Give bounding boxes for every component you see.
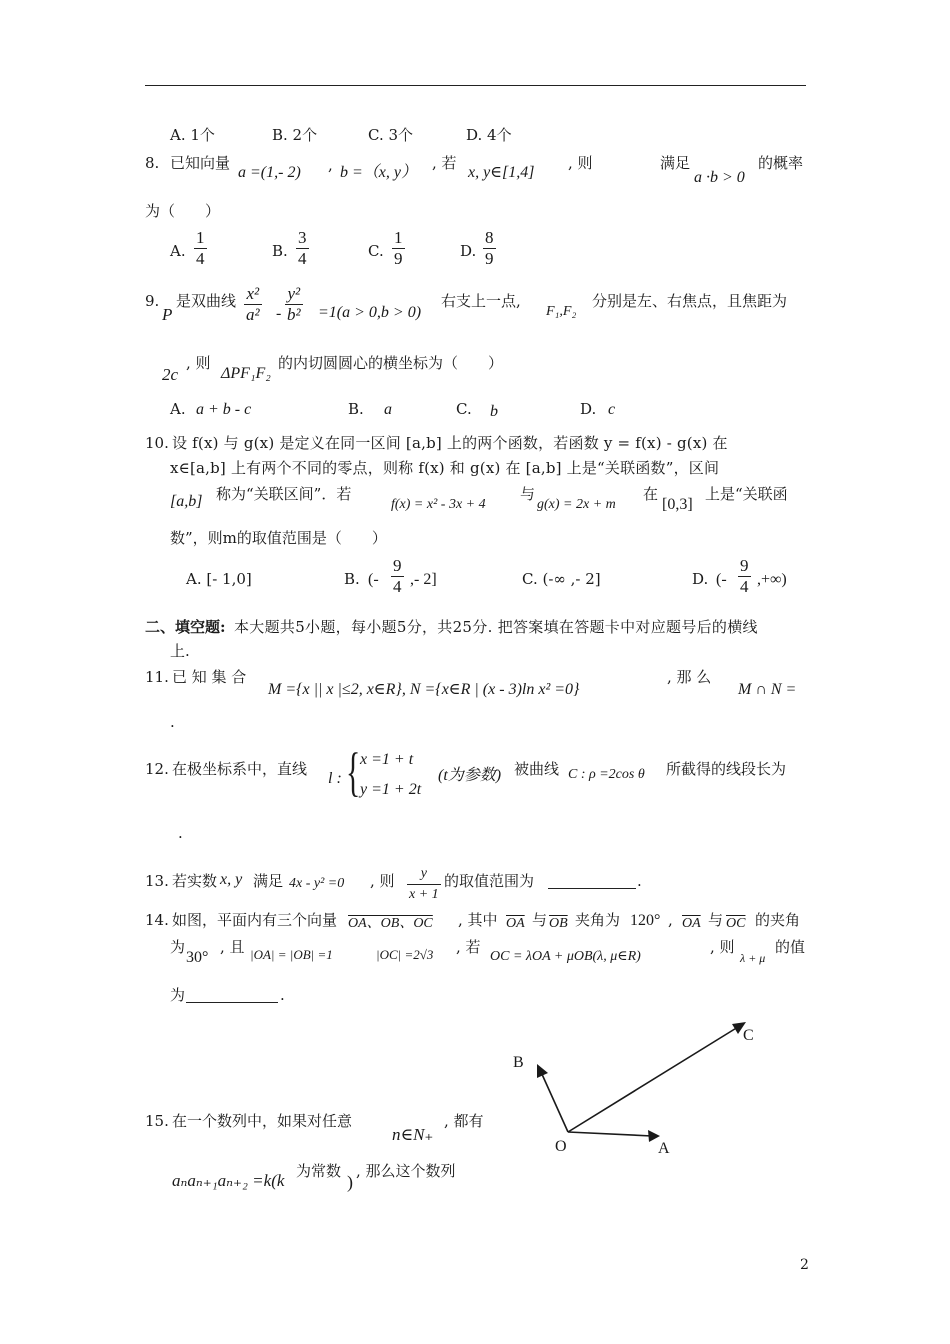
q10-option-b-post: ,- 2]: [410, 571, 437, 588]
q13-vars: x, y: [220, 871, 243, 888]
q8-number: 8.: [145, 154, 160, 172]
q14-sum: λ + μ: [740, 951, 766, 965]
q15-product: aₙaₙ₊₁aₙ₊₂ =k(k: [172, 1171, 285, 1190]
q11-dot: .: [170, 713, 175, 731]
q14-combination: OC = λOA + μOB(λ, μ∈R): [490, 949, 641, 964]
q9-option-d-label: D.: [580, 400, 597, 418]
q14-text-3: 夹角为: [575, 911, 621, 929]
q8-option-b-label: B.: [272, 242, 288, 260]
q13-fraction: $\frac{y}{x + 1}$: [407, 864, 441, 905]
q10-option-b-pre: (-: [368, 571, 379, 588]
q8-option-b-fraction: $\frac{3}{4}$: [298, 228, 307, 268]
q9-text-4: , 则: [186, 354, 211, 372]
q9-y-fraction: $\frac{\text{y²}}{\text{b²}}$: [287, 284, 301, 324]
vector-oc-line: [568, 1027, 738, 1132]
q9-minus: -: [276, 305, 282, 322]
q10-option-b-fraction: $\frac{9}{4}$: [393, 556, 402, 596]
q7-option-b: B. 2个: [272, 126, 318, 144]
q14-angle-30: 30°: [186, 949, 209, 966]
q11-sets: M ={x || x |≤2, x∈R}, N ={x∈R | (x - 3)ln x² =0}: [268, 681, 580, 698]
q9-option-d: c: [608, 401, 616, 418]
q7-option-c: C. 3个: [368, 126, 414, 144]
q9-triangle: ΔPF₁F₂: [221, 365, 271, 382]
q14-wei-2: 为: [170, 986, 186, 1004]
q14-lengths-2: |OC| =2√3: [376, 947, 434, 962]
q9-number: 9.: [145, 292, 160, 310]
q12-eq-1: x =1 + t: [360, 751, 414, 768]
q8-option-a-fraction: $\frac{1}{4}$: [196, 228, 205, 268]
q11-text-2: , 那 么: [667, 668, 712, 686]
q9-text-5: 的内切圆圆心的横坐标为（ ）: [278, 354, 504, 372]
q8-ze: , 则: [568, 154, 593, 172]
q10-option-d-label: D.: [692, 570, 709, 588]
q8-ruo: , 若: [432, 154, 457, 172]
q13-equation: 4x - y² =0: [289, 876, 345, 891]
q12-text: 在极坐标系中，直线: [172, 760, 308, 778]
q14-text-4: 的夹角: [755, 911, 801, 929]
q13-text-4: 的取值范围为: [444, 872, 535, 890]
q9-option-c: b: [490, 403, 498, 420]
q9-option-b: a: [384, 401, 392, 418]
q8-dot-product: a ·b > 0: [694, 169, 745, 186]
q11-number: 11.: [145, 668, 169, 686]
q10-line-4: 数”，则m的取值范围是（ ）: [170, 529, 387, 547]
q10-interval-0-3: [0,3]: [662, 496, 693, 513]
q12-dot: .: [178, 824, 183, 842]
q13-text-3: , 则: [370, 872, 395, 890]
section-2-cont: 上.: [170, 642, 190, 660]
label-c: C: [743, 1027, 754, 1044]
q14-text-2: , 其中: [458, 911, 498, 929]
q14-oa-2: $\overline{OA}$: [682, 916, 701, 931]
q15-text-3: 为常数: [296, 1162, 342, 1180]
q10-text-3f: 在: [643, 485, 659, 503]
q10-option-d-post: ,+∞): [757, 571, 787, 588]
q15-close-paren: ): [347, 1172, 353, 1192]
q10-interval: [a,b]: [170, 493, 203, 510]
q8-vector-b: b =（x, y）: [340, 164, 418, 181]
q12-text-3: 所截得的线段长为: [666, 760, 787, 778]
q7-option-a: A. 1个: [170, 126, 215, 144]
q12-text-2: 被曲线: [514, 760, 560, 778]
q14-angle-120: 120°: [630, 912, 661, 929]
page-number: 2: [800, 1257, 809, 1273]
section-2-text: 本大题共5小题，每小题5分，共25分. 把答案填在答题卡中对应题号后的横线: [234, 618, 758, 636]
q14-qie: , 且: [220, 938, 245, 956]
q14-end: .: [280, 986, 285, 1004]
q13-blank[interactable]: [548, 874, 636, 889]
q10-text-3b: 称为“关联区间”．若: [216, 485, 352, 503]
q14-number: 14.: [145, 911, 169, 929]
q10-f-def: f(x) = x² - 3x + 4: [391, 497, 486, 512]
q14-wei: 为: [170, 938, 186, 956]
q12-number: 12.: [145, 760, 169, 778]
q10-line-2: x∈[a,b] 上有两个不同的零点，则称 f(x) 和 g(x) 在 [a,b] 上是“关联函数”，区间: [170, 459, 720, 477]
q12-eq-2: y =1 + 2t: [360, 781, 422, 798]
vector-figure: [500, 1010, 780, 1160]
q10-option-d-pre: (-: [716, 571, 727, 588]
q8-condition: x, y∈[1,4]: [468, 164, 535, 181]
q14-yu: 与: [532, 911, 548, 929]
q9-2c: 2c: [162, 365, 179, 384]
q9-option-a: a + b - c: [196, 401, 252, 418]
q14-oc: $\overline{OC}$: [726, 916, 746, 931]
q10-text-3h: 上是“关联函: [705, 485, 788, 503]
label-o: O: [555, 1138, 567, 1155]
q10-option-a: A. [- 1,0]: [186, 570, 252, 588]
header-rule: [145, 85, 806, 86]
section-2-heading: 二、填空题:: [145, 618, 226, 636]
q8-option-c-fraction: $\frac{1}{9}$: [394, 228, 403, 268]
q8-manzu: 满足: [660, 154, 691, 172]
q9-foci: F₁,F₂: [546, 304, 577, 319]
q8-wei: 为（ ）: [145, 202, 221, 220]
q15-text-2: , 都有: [444, 1112, 484, 1130]
q10-g-def: g(x) = 2x + m: [537, 497, 616, 512]
q8-option-d-fraction: $\frac{8}{9}$: [485, 228, 494, 268]
q11-text: 已 知 集 合: [172, 668, 247, 686]
q13-end: .: [637, 872, 642, 890]
q14-text-1: 如图，平面内有三个向量: [172, 911, 338, 929]
q12-brace: {: [346, 742, 361, 802]
q9-text-3: 分别是左、右焦点，且焦距为: [592, 292, 788, 310]
q8-option-a-label: A.: [170, 242, 186, 260]
q14-yu-2: 与: [708, 911, 724, 929]
q14-oa: $\overline{OA}$: [506, 916, 525, 931]
q10-option-c: C. (-∞ ,- 2]: [522, 570, 601, 588]
q10-line-1: 设 f(x) 与 g(x) 是定义在同一区间 [a,b] 上的两个函数，若函数 y = f(x) - g(x) 在: [172, 434, 728, 452]
label-b: B: [513, 1054, 524, 1071]
q10-text-3d: 与: [520, 485, 536, 503]
q9-x-fraction: $\frac{\text{x²}}{\text{a²}}$: [246, 284, 260, 324]
q10-number: 10.: [145, 434, 169, 452]
q8-text: 已知向量: [170, 154, 231, 172]
q14-comma: ,: [668, 911, 673, 929]
q11-intersection: M ∩ N =: [738, 681, 797, 698]
q9-point-p: P: [162, 305, 173, 324]
q8-option-c-label: C.: [368, 242, 384, 260]
q14-ob: $\overline{OB}$: [549, 916, 568, 931]
q15-text-1: 在一个数列中，如果对任意: [172, 1112, 353, 1130]
vector-oa-line: [568, 1132, 652, 1136]
q15-condition: n∈N₊: [392, 1125, 434, 1144]
q7-option-d: D. 4个: [466, 126, 512, 144]
q8-comma: ,: [328, 156, 333, 174]
q9-option-a-label: A.: [170, 400, 186, 418]
q9-option-c-label: C.: [456, 400, 472, 418]
q15-text-4: , 那么这个数列: [356, 1162, 456, 1180]
q13-text-1: 若实数: [172, 872, 218, 890]
q13-text-2: 满足: [253, 872, 284, 890]
q14-blank[interactable]: [186, 988, 278, 1003]
q10-option-d-fraction: $\frac{9}{4}$: [740, 556, 749, 596]
label-a: A: [658, 1140, 670, 1157]
q12-line-l: l :: [328, 770, 342, 787]
q10-option-b-label: B.: [344, 570, 360, 588]
q8-option-d-label: D.: [460, 242, 477, 260]
q9-text-1: 是双曲线: [176, 292, 237, 310]
q8-vector-a: a =(1,- 2): [238, 164, 301, 181]
q9-text-2: 右支上一点,: [441, 292, 521, 310]
q14-ze: , 则: [710, 938, 735, 956]
q12-curve: C : ρ =2cos θ: [568, 767, 645, 782]
q14-de: 的值: [775, 938, 806, 956]
q8-gailv: 的概率: [758, 154, 804, 172]
q14-ruo: , 若: [456, 938, 481, 956]
q12-param: (t为参数): [438, 767, 502, 784]
vector-ob-line: [541, 1072, 568, 1132]
q14-lengths-1: |OA| = |OB| =1: [250, 947, 333, 962]
q15-number: 15.: [145, 1112, 169, 1130]
q9-equation-rhs: =1(a > 0,b > 0): [318, 304, 422, 321]
q13-number: 13.: [145, 872, 169, 890]
q9-option-b-label: B.: [348, 400, 364, 418]
q14-vectors: OA、OB、OC: [348, 916, 433, 931]
